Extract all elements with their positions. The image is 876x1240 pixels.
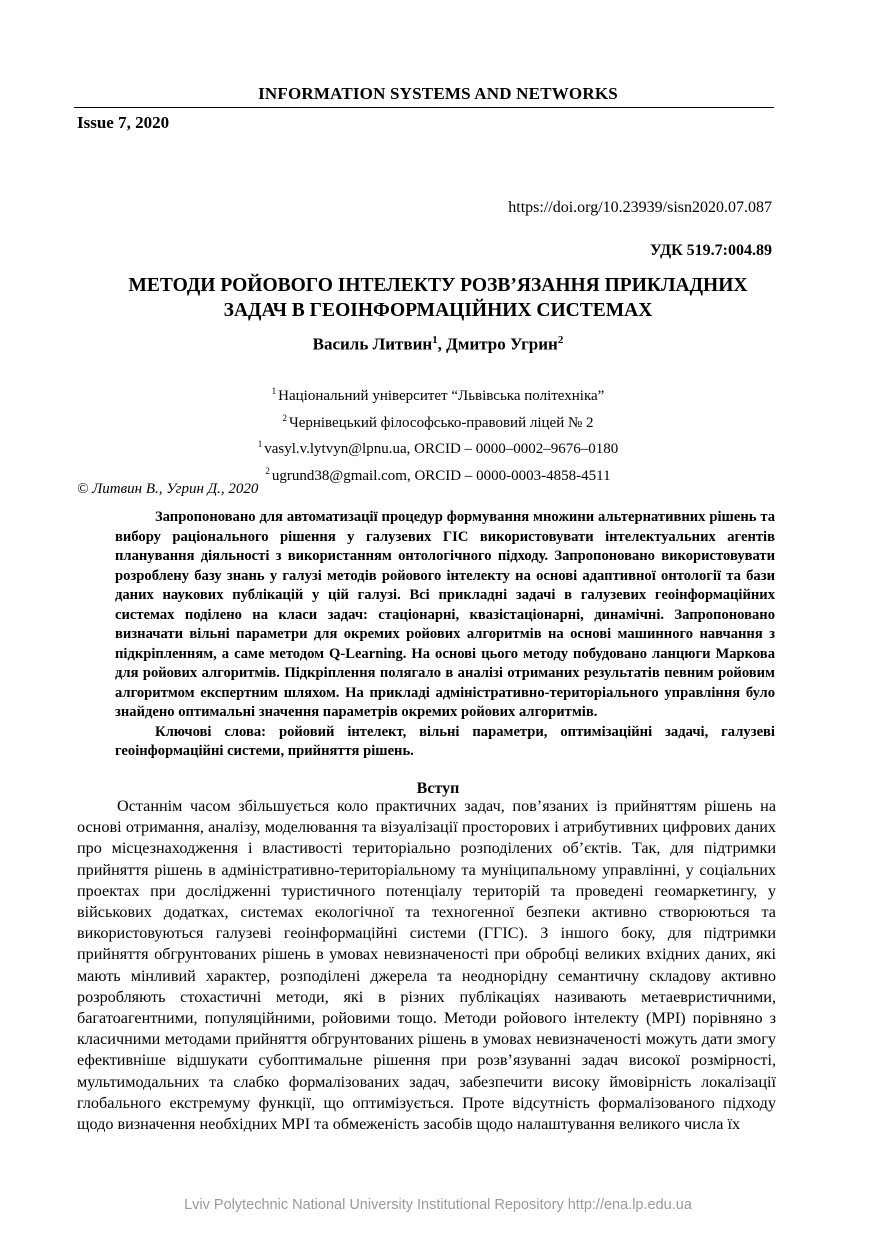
repository-footer[interactable]: Lviv Polytechnic National University Institutional Repository http://ena.lp.edu.ua: [184, 1197, 692, 1213]
copyright: © Литвин В., Угрин Д., 2020: [77, 481, 259, 497]
authors: [0, 334, 876, 355]
contact-text[interactable]: ugrund38@gmail.com, ORCID – 0000-0003-4858-4511: [271, 467, 611, 484]
affiliation-2: [0, 408, 876, 435]
paper-title-line-2: ЗАДАЧ В ГЕОІНФОРМАЦІЙНИХ СИСТЕМАХ: [223, 300, 653, 321]
journal-name: INFORMATION SYSTEMS AND NETWORKS: [258, 84, 618, 103]
abstract-text: Запропоновано для автоматизації процедур формування множини альтернативних рішень та вибору раціонального рішення у галузевих ГІС використовувати інтелектуальних агентів планування діяльності з використанням онтологічного підходу. Запропоновано використовувати розроблену базу знань у галузі методів ройового інтелекту на основі адаптивної онтології та бази даних наукових публікацій у цій галузі. Всі прикладні задачі в галузевих геоінформаційних системах поділено на класи задач: стаціонарні, квазістаціонарні, динамічні. Запропоновано визначати вільні параметри для окремих ройових алгоритмів на основі машинного навчання з підкріпленням, а саме методом Q-Learning. На основі цього методу побудовано ланцюги Маркова для ройових алгоритмів. Підкріплення полягало в аналізі отриманих результатів певним ройовим алгоритмом експертним шляхом. На прикладі адміністративно-територіального управління було знайдено оптимальні значення параметрів окремих ройових алгоритмів.: [115, 509, 775, 720]
affiliation-mark: 2: [265, 465, 270, 476]
author-separator: ,: [437, 334, 447, 354]
issue-label: Issue 7, 2020: [77, 113, 170, 132]
intro-paragraph: Останнім часом збільшується коло практичних задач, пов’язаних із прийняттям рішень на основі отримання, аналізу, моделювання та візуалізації просторових і атрибутивних цифрових даних про місцезнаходження і властивості територіально розподілених об’єктів. Так, для підтримки прийняття рішень в адміністративно-територіальному та муніципальному управлінні, у соціальних проектах при дослідженні туристичного потенціалу територій та проведені геомаркетингу, у військових додатках, системах екологічної та техногенної безпеки активно створюються та використовуються галузеві геоінформаційні системи (ГГІС). З іншого боку, для підтримки прийняття обгрунтованих рішень в умовах невизначеності при обробці великих вхідних даних, які мають мінливий характер, розподілені джерела та неоднорідну семантичну складову активно розробляють стохастичні методи, які в різних публікаціях називають метаевристичними, багатоагентними, популяційними, ройовими тощо. Методи ройового інтелекту (МРІ) порівняно з класичними методами прийняття обгрунтованих рішень в умовах невизначеності можуть дати змогу ефективніше відшукати субоптимальне рішення при розв’язуванні задач високої розмірності, мультимодальних та слабко формалізованих задач, забезпечити високу ймовірність локалізації глобального екстремуму функції, що оптимізується. Проте відсутність формалізованого підходу щодо визначення необхідних МРІ та обмеженість засобів щодо налаштування великого числа їх: [77, 797, 776, 1134]
author-2-affil-mark: 2: [557, 334, 564, 346]
section-body: [77, 796, 776, 1135]
affiliation-text: Національний університет “Львівська політехніка”: [278, 388, 605, 404]
affiliations: [0, 381, 876, 487]
abstract: [115, 508, 775, 762]
affiliation-mark: 1: [271, 386, 277, 396]
author-1-affil-mark: 1: [432, 334, 438, 346]
udk-code: УДК 519.7:004.89: [649, 242, 772, 259]
header-rule: [74, 107, 774, 108]
section-title: Вступ: [416, 780, 460, 797]
affiliation-1: [0, 381, 876, 408]
affiliation-text: Чернівецький філософсько-правовий ліцей № 2: [288, 414, 594, 431]
contact-text[interactable]: vasyl.v.lytvyn@lpnu.ua, ORCID – 0000–0002–9676–0180: [264, 441, 619, 457]
keywords: Ключові слова: ройовий інтелект, вільні параметри, оптимізаційні задачі, галузеві геоінформаційні системи, прийняття рішень.: [115, 723, 775, 759]
affiliation-mark: 1: [257, 439, 263, 449]
paper-title: [0, 273, 876, 323]
contact-1: [0, 434, 876, 461]
paper-title-line-1: МЕТОДИ РОЙОВОГО ІНТЕЛЕКТУ РОЗВ’ЯЗАННЯ ПРИКЛАДНИХ: [128, 275, 748, 296]
doi-link[interactable]: https://doi.org/10.23939/sisn2020.07.087: [508, 199, 772, 216]
author-1: Василь Литвин: [312, 334, 433, 354]
affiliation-mark: 2: [282, 412, 287, 423]
author-2: Дмитро Угрин: [446, 334, 558, 354]
